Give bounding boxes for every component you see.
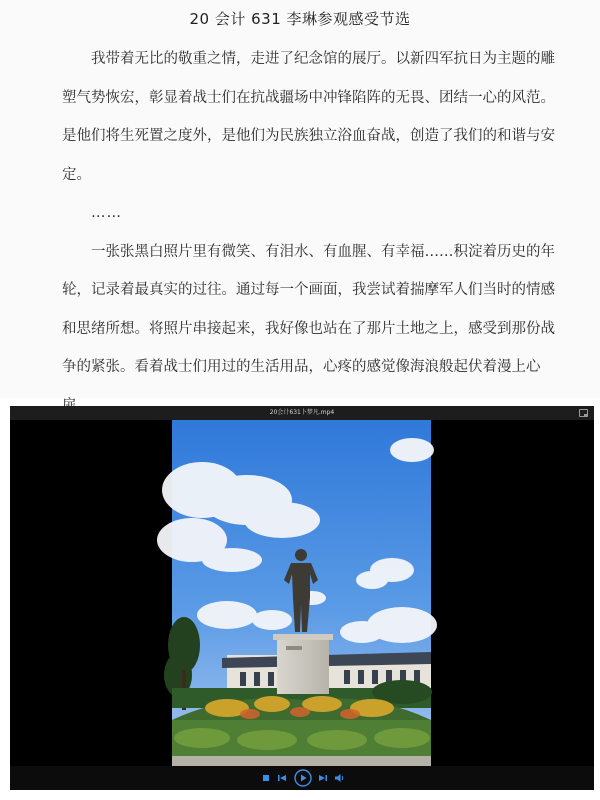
video-frame[interactable] (172, 420, 431, 766)
document-title: 20 会计 631 李琳参观感受节选 (189, 10, 411, 28)
volume-icon[interactable] (333, 771, 347, 785)
document-body (62, 40, 562, 425)
player-titlebar (10, 406, 594, 420)
play-icon[interactable] (294, 769, 312, 787)
paragraph-2: 一张张黑白照片里有微笑、有泪水、有血腥、有幸福……积淀着历史的年轮，记录着最真实的过往。通过每一个画面，我尝试着揣摩军人们当时的情感和思绪所想。将照片串接起来，我好像也站在了那片土地之上，感受到那份战争的紧张。看着战士们用过的生活用品，心疼的感觉像海浪般起伏着漫上心 (62, 243, 555, 375)
picture-in-picture-icon[interactable] (579, 409, 588, 417)
document-excerpt (0, 0, 600, 398)
next-icon[interactable] (316, 771, 330, 785)
video-player[interactable] (10, 406, 594, 790)
stop-icon[interactable] (259, 771, 273, 785)
previous-icon[interactable] (275, 771, 289, 785)
paragraph-ellipsis: …… (91, 205, 122, 221)
player-controls (10, 766, 594, 790)
statue-photo (172, 420, 431, 766)
paragraph-1: 我带着无比的敬重之情，走进了纪念馆的展厅。以新四军抗日为主题的雕塑气势恢宏，彰显着战士们在抗战疆场中冲锋陷阵的无畏、团结一心的风范。是他们将生死置之度外，是他们为民族独立浴血奋战，创造了我们的和谐与安定。 (62, 51, 555, 183)
video-filename: 20会计631卜梦凡.mp4 (269, 409, 335, 416)
